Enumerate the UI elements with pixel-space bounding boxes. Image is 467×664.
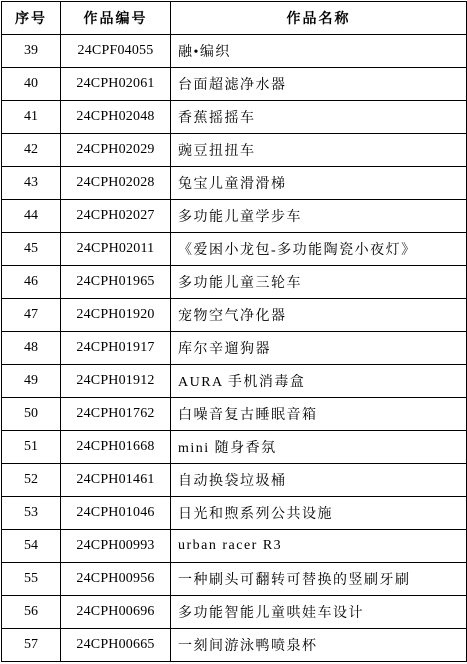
cell-serial-number: 56: [2, 596, 61, 629]
table-row: [2, 530, 467, 563]
cell-entry-code: 24CPH00993: [61, 530, 171, 563]
table-row: [2, 332, 467, 365]
cell-entry-name: 多功能儿童学步车: [171, 200, 467, 233]
cell-entry-name: 库尔辛遛狗器: [171, 332, 467, 365]
table-row: [2, 266, 467, 299]
cell-entry-code: 24CPH01046: [61, 497, 171, 530]
table-row: [2, 596, 467, 629]
header-entry-name: 作品名称: [171, 2, 467, 35]
cell-entry-name: mini 随身香氛: [171, 431, 467, 464]
table-row: [2, 35, 467, 68]
cell-serial-number: 55: [2, 563, 61, 596]
cell-entry-code: 24CPH01917: [61, 332, 171, 365]
cell-serial-number: 53: [2, 497, 61, 530]
cell-serial-number: 52: [2, 464, 61, 497]
cell-serial-number: 40: [2, 68, 61, 101]
table-row: [2, 629, 467, 662]
cell-entry-code: 24CPH01668: [61, 431, 171, 464]
table-row: [2, 101, 467, 134]
table-row: [2, 167, 467, 200]
cell-entry-name: 多功能儿童三轮车: [171, 266, 467, 299]
table-row: [2, 299, 467, 332]
cell-serial-number: 42: [2, 134, 61, 167]
table-row: [2, 563, 467, 596]
table-row: [2, 200, 467, 233]
cell-entry-code: 24CPH02027: [61, 200, 171, 233]
cell-serial-number: 54: [2, 530, 61, 563]
cell-serial-number: 44: [2, 200, 61, 233]
cell-entry-code: 24CPH00665: [61, 629, 171, 662]
cell-serial-number: 48: [2, 332, 61, 365]
cell-entry-code: 24CPH02061: [61, 68, 171, 101]
cell-serial-number: 43: [2, 167, 61, 200]
cell-entry-code: 24CPH02011: [61, 233, 171, 266]
cell-entry-code: 24CPH02048: [61, 101, 171, 134]
table-row: [2, 68, 467, 101]
cell-entry-code: 24CPF04055: [61, 35, 171, 68]
cell-entry-code: 24CPH02029: [61, 134, 171, 167]
cell-entry-code: 24CPH01762: [61, 398, 171, 431]
cell-serial-number: 51: [2, 431, 61, 464]
cell-entry-name: 日光和煦系列公共设施: [171, 497, 467, 530]
cell-entry-name: 宠物空气净化器: [171, 299, 467, 332]
cell-entry-code: 24CPH02028: [61, 167, 171, 200]
cell-serial-number: 47: [2, 299, 61, 332]
entries-table: [1, 1, 467, 662]
cell-serial-number: 41: [2, 101, 61, 134]
table-row: [2, 497, 467, 530]
table-row: [2, 365, 467, 398]
cell-entry-name: urban racer R3: [171, 530, 467, 563]
table-row: [2, 398, 467, 431]
cell-entry-name: 自动换袋垃圾桶: [171, 464, 467, 497]
table-row: [2, 431, 467, 464]
cell-entry-code: 24CPH01912: [61, 365, 171, 398]
cell-entry-name: 香蕉摇摇车: [171, 101, 467, 134]
cell-serial-number: 49: [2, 365, 61, 398]
cell-entry-name: 台面超滤净水器: [171, 68, 467, 101]
cell-entry-name: 《爱困小龙包-多功能陶瓷小夜灯》: [171, 233, 467, 266]
cell-entry-name: 一刻间游泳鸭喷泉杯: [171, 629, 467, 662]
header-row: [2, 2, 467, 35]
cell-entry-code: 24CPH01461: [61, 464, 171, 497]
cell-entry-name: 豌豆扭扭车: [171, 134, 467, 167]
cell-entry-code: 24CPH01920: [61, 299, 171, 332]
cell-entry-name: 白噪音复古睡眠音箱: [171, 398, 467, 431]
header-entry-code: 作品编号: [61, 2, 171, 35]
cell-entry-name: 融•编织: [171, 35, 467, 68]
cell-entry-name: AURA 手机消毒盒: [171, 365, 467, 398]
cell-entry-name: 一种刷头可翻转可替换的竖刷牙刷: [171, 563, 467, 596]
cell-serial-number: 45: [2, 233, 61, 266]
cell-entry-code: 24CPH01965: [61, 266, 171, 299]
cell-serial-number: 39: [2, 35, 61, 68]
cell-serial-number: 50: [2, 398, 61, 431]
table-row: [2, 464, 467, 497]
table-row: [2, 134, 467, 167]
cell-entry-code: 24CPH00696: [61, 596, 171, 629]
header-serial-number: 序号: [2, 2, 61, 35]
cell-entry-name: 多功能智能儿童哄娃车设计: [171, 596, 467, 629]
cell-serial-number: 57: [2, 629, 61, 662]
table-row: [2, 233, 467, 266]
cell-entry-name: 兔宝儿童滑滑梯: [171, 167, 467, 200]
cell-entry-code: 24CPH00956: [61, 563, 171, 596]
cell-serial-number: 46: [2, 266, 61, 299]
